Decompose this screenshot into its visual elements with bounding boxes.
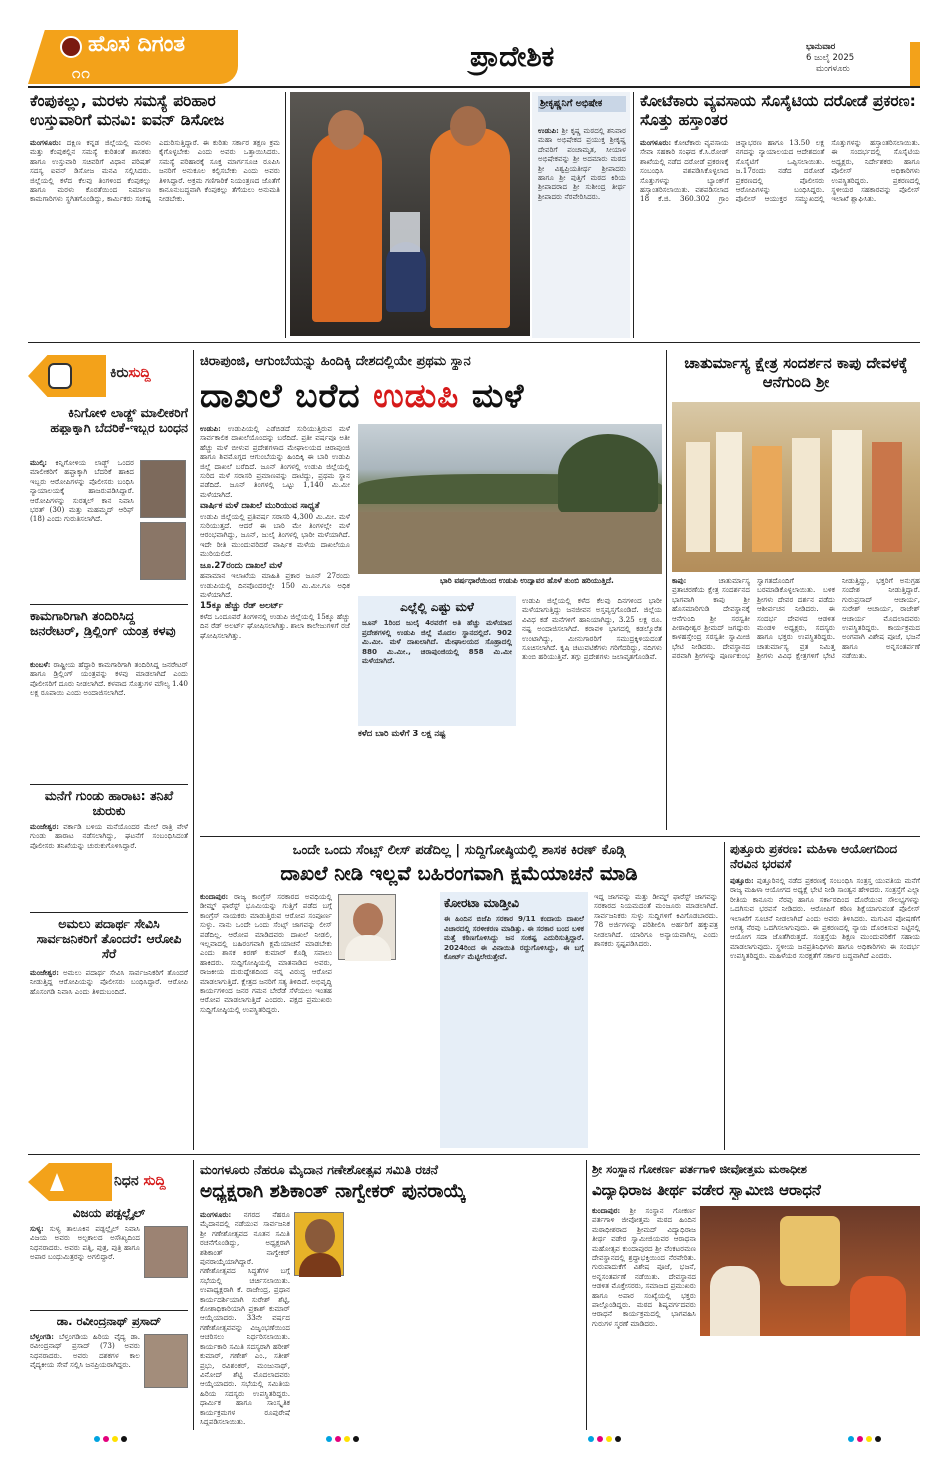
cmyk-mark-c3 (588, 1436, 594, 1442)
kiru-item-1-dateline: ಮುಲ್ಕಿ: (30, 458, 48, 467)
kiru-item-1-headline: ಕಿನಿಗೋಳಿ ಲಾಡ್ಜ್ ಮಾಲೀಕರಿಗೆ ಹಫ್ತಾಕ್ಕಾಗಿ ಬೆದರಿಕೆ-ಇಬ್ಬರ ಬಂಧನ (50, 405, 188, 435)
abhisheka-caption-title: ಶ್ರೀಕೃಷ್ಣನಿಗೆ ಅಭಿಷೇಕ (538, 96, 626, 112)
kiru-item-4-headline: ಅಮಲು ಪದಾರ್ಥ ಸೇವಿಸಿ ಸಾರ್ವಜನಿಕರಿಗೆ ತೊಂದರೆ: ಆರೋಪಿ ಸೆರೆ (36, 916, 182, 961)
ganeshotsava-headline: ಅಧ್ಯಕ್ಷರಾಗಿ ಶಶಿಕಾಂತ್ ನಾಗ್ವೇಕರ್ ಪುನರಾಯ್ಕೆ (200, 1181, 466, 1202)
rain-headline-a: ದಾಖಲೆ ಬರೆದ (200, 376, 374, 415)
chaturmasya-dateline: ಕಾಪು: (672, 576, 687, 585)
rain-text-5: ಉಡುಪಿ ಜಿಲ್ಲೆಯಲ್ಲಿ ಕಳೆದ ಕೆಲವು ದಿನಗಳಿಂದ ಭಾರೀ ಮಳೆಯಾಗುತ್ತಿದ್ದು ಜನಜೀವನ ಅಸ್ತವ್ಯಸ್ತಗೊಂಡಿದೆ. ಜಿಲ್ಲೆಯ ವಿವಿಧ ಕಡೆ ಮನೆಗಳಿಗೆ ಹಾನಿಯಾಗಿದ್ದು, 3.25 ಲಕ್ಷ ರೂ. ನಷ್ಟ ಅಂದಾಜಿಸಲಾಗಿದೆ. ಕರಾವಳಿ ಭಾಗದಲ್ಲಿ ಕಡಲ್ಕೊರೆತ ಉಂಟಾಗಿದ್ದು, ಮೀನುಗಾರರಿಗೆ ಸಮುದ್ರಕ್ಕಿಳಿಯದಂತೆ ಸೂಚಿಸಲಾಗಿದೆ. ಕೃಷಿ ಚಟುವಟಿಕೆಗಳು ಗರಿಗೆದರಿದ್ದು, ನದಿಗಳು ತುಂಬಿ ಹರಿಯುತ್ತಿವೆ. ತಗ್ಗು ಪ್ರದೇಶಗಳು ಜಲಾವೃತಗೊಂಡಿವೆ. (522, 596, 662, 662)
kiru-item-3-dateline: ಮಂಜೇಶ್ವರ: (30, 822, 59, 831)
paper-name: ಹೊಸ ದಿಗಂತ (88, 32, 186, 57)
rain-subhead-2: ಜೂ.27ರಂದು ದಾಖಲೆ ಮಳೆ (200, 560, 283, 571)
rain-stats-title: ಎಲ್ಲೆಲ್ಲಿ ಎಷ್ಟು ಮಳೆ (400, 600, 474, 614)
kiran-body-col2 (338, 964, 438, 1148)
kiran-kicker: ಒಂದೇ ಒಂದು ಸೆಂಟ್ಸ್ ಲೀಸ್ ಪಡೆದಿಲ್ಲ | ಸುದ್ದಿಗೋಷ್ಠಿಯಲ್ಲಿ ಶಾಸಕ ಕಿರಣ್ ಕೊಡ್ಗಿ (292, 843, 626, 858)
cmyk-mark-k2 (353, 1436, 359, 1442)
rain-dateline: ಉಡುಪಿ: (200, 424, 221, 433)
abhisheka-photo (290, 92, 530, 336)
kiru-item-1-text: ಕಿನ್ನಿಗೋಳಿಯ ಲಾಡ್ಜ್ ಒಂದರ ಮಾಲೀಕರಿಗೆ ಹಫ್ತಾಕ್ಕಾಗಿ ಬೆದರಿಕೆ ಹಾಕಿದ ಇಬ್ಬರು ಆರೋಪಿಗಳನ್ನು ಪೊಲೀಸರು ಬಂಧಿಸಿ ನ್ಯಾಯಾಲಯಕ್ಕೆ ಹಾಜರುಪಡಿಸಿದ್ದಾರೆ. ಆರೋಪಿಗಳನ್ನು ಸುರತ್ಕಲ್ ಕಾನ ನಿವಾಸಿ ಭರತ್ (30) ಮತ್ತು ಮಹಮ್ಮದ್ ಆರಿಫ್ (18) ಎಂದು ಗುರುತಿಸಲಾಗಿದೆ. (30, 458, 134, 524)
obit-1-dateline: ಸುಳ್ಯ: (30, 1224, 44, 1233)
cmyk-mark-y4 (866, 1436, 872, 1442)
vidyadhiraja-kicker: ಶ್ರೀ ಸಂಸ್ಥಾನ ಗೋಕರ್ಣ ಪರ್ತಗಾಳಿ ಜೀವೋತ್ತಮ ಮಠಾಧೀಶ (592, 1162, 807, 1176)
accused-photo-1 (140, 460, 186, 518)
kempukallu-dateline: ಮಂಗಳೂರು: (30, 138, 62, 147)
kiru-item-3-text: ವರ್ಕಾಡಿ ಬಳಿಯ ಮನೆಯೊಂದರ ಮೇಲೆ ರಾತ್ರಿ ವೇಳೆ ಗುಂಡು ಹಾರಾಟ ನಡೆಸಲಾಗಿದ್ದು, ಘಟನೆಗೆ ಸಂಬಂಧಿಸಿದಂತೆ ಪೊಲೀಸರು ತನಿಖೆಯನ್ನು ಚುರುಕುಗೊಳಿಸಿದ್ದಾರೆ. (30, 822, 188, 850)
obit-2-text: ಬೆಳ್ತಂಗಡಿಯ ಹಿರಿಯ ವೈದ್ಯ ಡಾ. ರವೀಂದ್ರನಾಥ್ ಪ್ರಸಾದ್ (73) ಅವರು ನಿಧನರಾದರು. ಅವರು ದಶಕಗಳ ಕಾಲ ವೈದ್ಯಕೀಯ ಸೇವೆ ಸಲ್ಲಿಸಿ ಜನಪ್ರಿಯರಾಗಿದ್ದರು. (30, 1332, 140, 1370)
masthead-logo (28, 30, 238, 84)
kiru-item-1-body (30, 458, 134, 586)
abhisheka-dateline: ಉಡುಪಿ: (538, 126, 559, 135)
kiran-headline: ದಾಖಲೆ ನೀಡಿ ಇಲ್ಲವೆ ಬಹಿರಂಗವಾಗಿ ಕ್ಷಮೆಯಾಚನೆ ಮಾಡಿ (280, 862, 638, 885)
ganeshotsava-text: ನಗರದ ನೆಹರೂ ಮೈದಾನದಲ್ಲಿ ನಡೆಯುವ ಸಾರ್ವಜನಿಕ ಶ್ರೀ ಗಣೇಶೋತ್ಸವದ ನೂತನ ಸಮಿತಿ ರಚನೆಗೊಂಡಿದ್ದು, ಅಧ್ಯಕ್ಷರಾಗಿ ಶಶಿಕಾಂತ್ ನಾಗ್ವೇಕರ್ ಪುನರಾಯ್ಕೆಯಾಗಿದ್ದಾರೆ. ಗಣೇಶೋತ್ಸವದ ಸಿದ್ಧತೆಗಳ ಬಗ್ಗೆ ಸಭೆಯಲ್ಲಿ ಚರ್ಚಿಸಲಾಯಿತು. ಉಪಾಧ್ಯಕ್ಷರಾಗಿ ಕೆ. ರಾಜೇಂದ್ರ, ಪ್ರಧಾನ ಕಾರ್ಯದರ್ಶಿಯಾಗಿ ಸುರೇಶ್ ಶೆಟ್ಟಿ, ಕೋಶಾಧಿಕಾರಿಯಾಗಿ ಪ್ರಕಾಶ್ ಕುಮಾರ್ ಆಯ್ಕೆಯಾದರು. 33ನೇ ವರ್ಷದ ಗಣೇಶೋತ್ಸವವನ್ನು ವಿಜೃಂಭಣೆಯಿಂದ ಆಚರಿಸಲು ನಿರ್ಧರಿಸಲಾಯಿತು. ಕಾರ್ಯಕಾರಿ ಸಮಿತಿ ಸದಸ್ಯರಾಗಿ ಹರೀಶ್ ಕುಮಾರ್, ಗಣೇಶ್ ಎಂ., ಸತೀಶ್ ಪ್ರಭು, ರವಿಶಂಕರ್, ಮಂಜುನಾಥ್, ವಿನೋದ್ ಶೆಟ್ಟಿ ಮೊದಲಾದವರು ಆಯ್ಕೆಯಾದರು. ಸಭೆಯಲ್ಲಿ ಸಮಿತಿಯ ಹಿರಿಯ ಸದಸ್ಯರು ಉಪಸ್ಥಿತರಿದ್ದರು. ಧಾರ್ಮಿಕ ಹಾಗೂ ಸಾಂಸ್ಕೃತಿಕ ಕಾರ್ಯಕ್ರಮಗಳ ರೂಪುರೇಷೆ ಸಿದ್ಧಪಡಿಸಲಾಯಿತು. (200, 1210, 290, 1426)
masthead-rule (28, 86, 920, 88)
kiru-label-b: ಸುದ್ದಿ (128, 365, 151, 381)
cmyk-mark-k3 (615, 1436, 621, 1442)
rain-kicker: ಚಿರಾಪುಂಜಿ, ಆಗುಂಬೆಯನ್ನು ಹಿಂದಿಕ್ಕಿ ದೇಶದಲ್ಲಿಯೇ ಪ್ರಥಮ ಸ್ಥಾನ (200, 354, 471, 369)
aradhana-photo (700, 1206, 920, 1336)
kiru-item-2-headline: ಕಾಮಗಾರಿಗಾಗಿ ತಂದಿರಿಸಿದ್ದ ಜನರೇಟರ್, ಡ್ರಿಲ್ಲಿಂಗ್ ಯಂತ್ರ ಕಳವು (30, 608, 176, 638)
kempukallu-headline: ಕೆಂಪುಕಲ್ಲು, ಮರಳು ಸಮಸ್ಯೆ ಪರಿಹಾರ ಉಸ್ತುವಾರಿಗೆ ಮನವಿ: ಐವನ್ ಡಿಸೋಜ (30, 92, 225, 129)
kiru-item-2-dateline: ಕುಂಬಳೆ: (30, 660, 51, 669)
vidyadhiraja-body-col1 (592, 1206, 696, 1426)
kiru-item-4-body (30, 968, 188, 1148)
pointing-hand-icon (48, 363, 72, 389)
vidyadhiraja-dateline: ಕುಂದಾಪುರ: (592, 1206, 621, 1215)
rain-text-3: ಹವಾಮಾನ ಇಲಾಖೆಯ ಮಾಹಿತಿ ಪ್ರಕಾರ ಜೂನ್ 27ರಂದು ಉಡುಪಿಯಲ್ಲಿ ದಿನವೊಂದರಲ್ಲೇ 150 ಮಿ.ಮೀ.ಗೂ ಅಧಿಕ ಮಳೆಯಾಗಿದೆ. (200, 571, 350, 599)
cmyk-mark-m3 (597, 1436, 603, 1442)
vidyadhiraja-headline: ವಿದ್ಯಾಧಿರಾಜ ತೀರ್ಥ ವಡೇರ ಸ್ವಾಮೀಜಿ ಆರಾಧನೆ (592, 1181, 821, 1199)
rain-headline (200, 376, 662, 416)
kiran-text: ರಾಜ್ಯ ಕಾಂಗ್ರೆಸ್ ಸರಕಾರದ ಅವಧಿಯಲ್ಲಿ ಡೀಮ್ಡ್ ಫಾರೆಸ್ಟ್ ಭೂಮಿಯನ್ನು ಗುತ್ತಿಗೆ ಪಡೆದ ಬಗ್ಗೆ ಕಾಂಗ್ರೆಸ್ ನಾಯಕರು ಮಾಡುತ್ತಿರುವ ಆರೋಪ ಸಂಪೂರ್ಣ ಸುಳ್ಳು. ನಾನು ಒಂದೇ ಒಂದು ಸೆಂಟ್ಸ್ ಜಾಗವನ್ನು ಲೀಸ್ ಪಡೆದಿಲ್ಲ. ಆರೋಪ ಮಾಡಿದವರು ದಾಖಲೆ ನೀಡಲಿ, ಇಲ್ಲವಾದಲ್ಲಿ ಬಹಿರಂಗವಾಗಿ ಕ್ಷಮೆಯಾಚನೆ ಮಾಡಬೇಕು ಎಂದು ಶಾಸಕ ಕಿರಣ್ ಕುಮಾರ್ ಕೊಡ್ಗಿ ಸವಾಲು ಹಾಕಿದರು. ಸುದ್ದಿಗೋಷ್ಠಿಯಲ್ಲಿ ಮಾತನಾಡಿದ ಅವರು, ರಾಜಕೀಯ ದುರುದ್ದೇಶದಿಂದ ನನ್ನ ವಿರುದ್ಧ ಆರೋಪ ಮಾಡಲಾಗುತ್ತಿದೆ. ಕ್ಷೇತ್ರದ ಜನರಿಗೆ ಸತ್ಯ ತಿಳಿದಿದೆ. ಅಭಿವೃದ್ಧಿ ಕಾರ್ಯಗಳಿಂದ ಜನರ ಗಮನ ಬೇರೆಡೆ ಸೆಳೆಯಲು ಇಂತಹ ಆರೋಪ ಮಾಡಲಾಗುತ್ತಿದೆ ಎಂದರು. ಪಕ್ಷದ ಪ್ರಮುಖರು ಸುದ್ದಿಗೋಷ್ಠಿಯಲ್ಲಿ ಉಪಸ್ಥಿತರಿದ್ದರು. (200, 892, 332, 1014)
river-photo-caption: ಭಾರಿ ವರ್ಷಧಾರೆಯಿಂದ ಉಡುಪಿ ಉದ್ಯಾವರ ಹೊಳೆ ತುಂಬಿ ಹರಿಯುತ್ತಿದೆ. (440, 576, 614, 585)
rain-text-2: ಉಡುಪಿ ಜಿಲ್ಲೆಯಲ್ಲಿ ಪ್ರತಿವರ್ಷ ಸರಾಸರಿ 4,300 ಮಿ.ಮೀ. ಮಳೆ ಸುರಿಯುತ್ತದೆ. ಆದರೆ ಈ ಬಾರಿ ಮೇ ತಿಂಗಳಲ್ಲೇ ಮಳೆ ಆರಂಭವಾಗಿದ್ದು, ಜೂನ್, ಜುಲೈ ತಿಂಗಳಲ್ಲಿ ಭಾರೀ ಮಳೆಯಾಗಿದೆ. ಇದೇ ರೀತಿ ಮುಂದುವರಿದರೆ ವಾರ್ಷಿಕ ಮಳೆಯ ದಾಖಲೆಯೂ ಮುರಿಯಲಿದೆ. (200, 511, 350, 559)
rain-subhead-4: ಕಳೆದ ಬಾರಿ ಮಳೆಗೆ 3 ಲಕ್ಷ ನಷ್ಟ (358, 730, 446, 739)
kotekar-text: ಕೋಟೆಕಾರು ವ್ಯವಸಾಯ ಸೇವಾ ಸಹಕಾರಿ ಸಂಘದ ಕೆ.ಸಿ.ರೋಡ್ ಶಾಖೆಯಲ್ಲಿ ನಡೆದ ದರೋಡೆ ಪ್ರಕರಣಕ್ಕೆ ಸಂಬಂಧಿಸಿ ವಶಪಡಿಸಿಕೊಳ್ಳಲಾದ ಸೊತ್ತುಗಳನ್ನು ಬ್ಯಾಂಕ್‌ಗೆ ಹಸ್ತಾಂತರಿಸಲಾಯಿತು. ವಶಪಡಿಸಲಾದ 18 ಕೆ.ಜಿ. 360.302 ಗ್ರಾಂ ಚಿನ್ನಾಭರಣ ಹಾಗೂ 13.50 ಲಕ್ಷ ನಗದನ್ನು ನ್ಯಾಯಾಲಯದ ಆದೇಶದಂತೆ ಸೊಸೈಟಿಗೆ ಒಪ್ಪಿಸಲಾಯಿತು. ಜ.17ರಂದು ನಡೆದ ದರೋಡೆ ಪ್ರಕರಣದಲ್ಲಿ ಪೊಲೀಸರು ಆರೋಪಿಗಳನ್ನು ಬಂಧಿಸಿದ್ದರು. ಪೊಲೀಸ್ ಆಯುಕ್ತರ ಸಮ್ಮುಖದಲ್ಲಿ ಸೊತ್ತುಗಳನ್ನು ಹಸ್ತಾಂತರಿಸಲಾಯಿತು. ಈ ಸಂದರ್ಭದಲ್ಲಿ ಸೊಸೈಟಿಯ ಅಧ್ಯಕ್ಷರು, ನಿರ್ದೇಶಕರು ಹಾಗೂ ಪೊಲೀಸ್ ಅಧಿಕಾರಿಗಳು ಉಪಸ್ಥಿತರಿದ್ದರು. ಪ್ರಕರಣದಲ್ಲಿ ಸ್ಥಳೀಯರ ಸಹಕಾರವನ್ನು ಪೊಲೀಸ್ ಇಲಾಖೆ ಶ್ಲಾಘಿಸಿತು. (640, 138, 920, 204)
kempukallu-text: ದಕ್ಷಿಣ ಕನ್ನಡ ಜಿಲ್ಲೆಯಲ್ಲಿ ಮರಳು ಮತ್ತು ಕೆಂಪುಕಲ್ಲಿನ ಸಮಸ್ಯೆ ಕುರಿತಂತೆ ಶಾಸಕರು ಹಾಗೂ ಉಸ್ತುವಾರಿ ಸಚಿವರಿಗೆ ವಿಧಾನ ಪರಿಷತ್ ಸದಸ್ಯ ಐವನ್ ಡಿಸೋಜ ಮನವಿ ಸಲ್ಲಿಸಿದರು. ಜಿಲ್ಲೆಯಲ್ಲಿ ಕಳೆದ ಕೆಲವು ತಿಂಗಳಿಂದ ಕೆಂಪುಕಲ್ಲು ಹಾಗೂ ಮರಳು ಕೊರತೆಯಿಂದ ನಿರ್ಮಾಣ ಕಾಮಗಾರಿಗಳು ಸ್ಥಗಿತಗೊಂಡಿದ್ದು, ಕಾರ್ಮಿಕರು ಸಂಕಷ್ಟ ಎದುರಿಸುತ್ತಿದ್ದಾರೆ. ಈ ಕುರಿತು ಸರ್ಕಾರ ತಕ್ಷಣ ಕ್ರಮ ಕೈಗೊಳ್ಳಬೇಕು ಎಂದು ಅವರು ಒತ್ತಾಯಿಸಿದರು. ಸಮಸ್ಯೆ ಪರಿಹಾರಕ್ಕೆ ಸೂಕ್ತ ಮಾರ್ಗಸೂಚಿ ರೂಪಿಸಿ ಜನರಿಗೆ ಅನುಕೂಲ ಕಲ್ಪಿಸಬೇಕು ಎಂದು ಅವರು ತಿಳಿಸಿದ್ದಾರೆ. ಅಕ್ರಮ ಗಣಿಗಾರಿಕೆ ನಿಯಂತ್ರಣದ ಜೊತೆಗೆ ಕಾನೂನುಬದ್ಧವಾಗಿ ಕೆಂಪುಕಲ್ಲು ತೆಗೆಯಲು ಅನುಮತಿ ನೀಡಬೇಕು. (30, 138, 280, 204)
vidyadhiraja-text: ಶ್ರೀ ಸಂಸ್ಥಾನ ಗೋಕರ್ಣ ಪರ್ತಗಾಳಿ ಜೀವೋತ್ತಮ ಮಠದ ಹಿಂದಿನ ಮಠಾಧೀಶರಾದ ಶ್ರೀಮದ್ ವಿದ್ಯಾಧಿರಾಜ ತೀರ್ಥ ವಡೇರ ಸ್ವಾಮೀಜಿಯವರ ಆರಾಧನಾ ಮಹೋತ್ಸವ ಕುಂದಾಪುರದ ಶ್ರೀ ವೆಂಕಟರಮಣ ದೇವಸ್ಥಾನದಲ್ಲಿ ಶ್ರದ್ಧಾಭಕ್ತಿಯಿಂದ ನೆರವೇರಿತು. ಗುರುಪಾದುಕೆಗೆ ವಿಶೇಷ ಪೂಜೆ, ಭಜನೆ, ಅನ್ನಸಂತರ್ಪಣೆ ನಡೆಯಿತು. ದೇವಸ್ಥಾನದ ಆಡಳಿತ ಮೊಕ್ತೇಸರರು, ಸಮಾಜದ ಪ್ರಮುಖರು ಹಾಗೂ ಅಪಾರ ಸಂಖ್ಯೆಯಲ್ಲಿ ಭಕ್ತರು ಪಾಲ್ಗೊಂಡಿದ್ದರು. ಮಠದ ಶಿಷ್ಯವರ್ಗದವರು ಆರಾಧನೆ ಕಾರ್ಯಕ್ರಮದಲ್ಲಿ ಭಾಗವಹಿಸಿ ಗುರುಗಳ ಸ್ಮರಣೆ ಮಾಡಿದರು. (592, 1206, 696, 1328)
obit-2-name: ಡಾ. ರವೀಂದ್ರನಾಥ್ ಪ್ರಸಾದ್ (56, 1314, 162, 1328)
lamp-emblem-icon (60, 36, 82, 58)
kiru-item-4-text: ಅಮಲು ಪದಾರ್ಥ ಸೇವಿಸಿ ಸಾರ್ವಜನಿಕರಿಗೆ ತೊಂದರೆ ನೀಡುತ್ತಿದ್ದ ಆರೋಪಿಯನ್ನು ಪೊಲೀಸರು ಬಂಧಿಸಿದ್ದಾರೆ. ಆರೋಪಿ ಹೊಸಂಗಡಿ ನಿವಾಸಿ ಎಂದು ತಿಳಿದುಬಂದಿದೆ. (30, 968, 188, 996)
kotekar-headline: ಕೋಟೆಕಾರು ವ್ಯವಸಾಯ ಸೊಸೈಟಿಯ ದರೋಡೆ ಪ್ರಕರಣ: ಸೊತ್ತು ಹಸ್ತಾಂತರ (640, 92, 916, 129)
rain-body-col3 (522, 596, 662, 826)
ganeshotsava-body-col2 (350, 1210, 580, 1426)
puttur-dateline: ಪುತ್ತೂರು: (730, 876, 754, 885)
puttur-headline: ಪುತ್ತೂರು ಪ್ರಕರಣ: ಮಹಿಳಾ ಆಯೋಗದಿಂದ ನೆರವಿನ ಭರವಸೆ (730, 842, 898, 871)
cmyk-mark-m (103, 1436, 109, 1442)
puttur-text: ಪುತ್ತೂರಿನಲ್ಲಿ ನಡೆದ ಪ್ರಕರಣಕ್ಕೆ ಸಂಬಂಧಿಸಿ ಸಂತ್ರಸ್ತ ಯುವತಿಯ ಮನೆಗೆ ರಾಜ್ಯ ಮಹಿಳಾ ಆಯೋಗದ ಅಧ್ಯಕ್ಷೆ ಭೇಟಿ ನೀಡಿ ಸಾಂತ್ವನ ಹೇಳಿದರು. ಸಂತ್ರಸ್ತೆಗೆ ಎಲ್ಲಾ ರೀತಿಯ ಕಾನೂನು ನೆರವು ಹಾಗೂ ಸರ್ಕಾರದಿಂದ ದೊರೆಯುವ ಸೌಲಭ್ಯಗಳನ್ನು ಒದಗಿಸುವ ಭರವಸೆ ನೀಡಿದರು. ಆರೋಪಿಗೆ ಕಠಿಣ ಶಿಕ್ಷೆಯಾಗುವಂತೆ ಪೊಲೀಸ್ ಇಲಾಖೆಗೆ ಸೂಚನೆ ನೀಡಲಾಗಿದೆ ಎಂದು ಅವರು ತಿಳಿಸಿದರು. ಮಗುವಿನ ಪೋಷಣೆಗೆ ಅಗತ್ಯ ನೆರವು ಒದಗಿಸಲಾಗುವುದು. ಈ ಪ್ರಕರಣದಲ್ಲಿ ನ್ಯಾಯ ದೊರಕಿಸುವ ನಿಟ್ಟಿನಲ್ಲಿ ಆಯೋಗ ಸದಾ ಜೊತೆಗಿರುತ್ತದೆ. ಸಂತ್ರಸ್ತೆಯ ಶಿಕ್ಷಣ ಮುಂದುವರಿಕೆಗೆ ಸಹಾಯ ಮಾಡಲಾಗುವುದು. ಸ್ಥಳೀಯ ಜನಪ್ರತಿನಿಧಿಗಳು ಹಾಗೂ ಅಧಿಕಾರಿಗಳು ಈ ಸಂದರ್ಭ ಉಪಸ್ಥಿತರಿದ್ದರು. ಮಹಿಳೆಯರ ಸುರಕ್ಷತೆಗೆ ಸರ್ಕಾರ ಬದ್ಧವಾಗಿದೆ ಎಂದರು. (730, 876, 920, 961)
obit-1-body (30, 1224, 140, 1308)
rain-subhead-3: 15ಕ್ಕೂ ಹೆಚ್ಚು ರೆಡ್ ಅಲರ್ಟ್ (200, 601, 284, 612)
cmyk-mark-c2 (326, 1436, 332, 1442)
edition-label: ಮಂಗಳೂರು (816, 64, 850, 74)
ganeshotsava-dateline: ಮಂಗಳೂರು: (200, 1210, 232, 1219)
kiru-item-2-body (30, 660, 188, 782)
nidhana-suddi-badge (28, 1163, 186, 1203)
chaturmasya-text: ಚಾತುರ್ಮಾಸ್ಯ ವ್ರತಾಚರಣೆಯ ಕ್ಷೇತ್ರ ಸಂದರ್ಶನದ ಭಾಗವಾಗಿ ಕಾಪು ಶ್ರೀ ಹೊಸಮಾರಿಗುಡಿ ದೇವಸ್ಥಾನಕ್ಕೆ ಆನೆಗುಂದಿ ಶ್ರೀ ಸರಸ್ವತೀ ಪೀಠಾಧೀಶ್ವರ ಶ್ರೀಮದ್ ಜಗದ್ಗುರು ಕಾಳಹಸ್ತೇಂದ್ರ ಸರಸ್ವತೀ ಸ್ವಾಮೀಜಿ ಭೇಟಿ ನೀಡಿದರು. ದೇವಸ್ಥಾನದ ಪರವಾಗಿ ಶ್ರೀಗಳನ್ನು ಪೂರ್ಣಕುಂಭ ಸ್ವಾಗತದೊಂದಿಗೆ ಬರಮಾಡಿಕೊಳ್ಳಲಾಯಿತು. ಬಳಿಕ ಶ್ರೀಗಳು ದೇವರ ದರ್ಶನ ಪಡೆದು ಆಶೀರ್ವಚನ ನೀಡಿದರು. ಈ ಸಂದರ್ಭ ದೇವಳದ ಆಡಳಿತ ಮಂಡಳಿ ಅಧ್ಯಕ್ಷರು, ಸದಸ್ಯರು ಹಾಗೂ ಭಕ್ತರು ಉಪಸ್ಥಿತರಿದ್ದರು. ಚಾತುರ್ಮಾಸ್ಯ ವ್ರತ ನಿಮಿತ್ತ ಶ್ರೀಗಳು ವಿವಿಧ ಕ್ಷೇತ್ರಗಳಿಗೆ ಭೇಟಿ ನೀಡುತ್ತಿದ್ದು, ಭಕ್ತರಿಗೆ ಅನುಗ್ರಹ ಸಂದೇಶ ನೀಡುತ್ತಿದ್ದಾರೆ. ಗುರುಪ್ರಸಾದ್ ಆಚಾರ್ಯ, ಸುರೇಶ್ ಆಚಾರ್ಯ, ರಾಜೇಶ್ ಆಚಾರ್ಯ ಮೊದಲಾದವರು ಉಪಸ್ಥಿತರಿದ್ದರು. ಕಾರ್ಯಕ್ರಮದ ಅಂಗವಾಗಿ ವಿಶೇಷ ಪೂಜೆ, ಭಜನೆ ಹಾಗೂ ಅನ್ನಸಂತರ್ಪಣೆ ನಡೆಯಿತು. (672, 576, 920, 661)
rain-body-col1 (200, 424, 350, 826)
obit-2-body (30, 1332, 140, 1428)
abhisheka-caption-body (538, 126, 626, 336)
kiru-item-3-headline: ಮನೆಗೆ ಗುಂಡು ಹಾರಾಟ: ತನಿಖೆ ಚುರುಕು (44, 788, 174, 818)
cmyk-mark-m4 (857, 1436, 863, 1442)
cmyk-mark-y (112, 1436, 118, 1442)
cmyk-mark-c (94, 1436, 100, 1442)
accused-photo-2 (140, 522, 186, 580)
obit-1-text: ಸುಳ್ಯ ತಾಲೂಕಿನ ಪಡ್ಪಲ್ಲೈಲ್ ನಿವಾಸಿ ವಿಜಯ ಅವರು ಅಲ್ಪಕಾಲದ ಅಸೌಖ್ಯದಿಂದ ನಿಧನರಾದರು. ಅವರು ಪತ್ನಿ, ಪುತ್ರ, ಪುತ್ರಿ ಹಾಗೂ ಅಪಾರ ಬಂಧುಮಿತ್ರರನ್ನು ಅಗಲಿದ್ದಾರೆ. (30, 1224, 140, 1262)
kotekar-body (640, 138, 920, 338)
kempukallu-body (30, 138, 280, 334)
kiran-body-col1 (200, 892, 332, 1148)
rain-text-1: ಉಡುಪಿಯಲ್ಲಿ ಎಡೆಬಿಡದೆ ಸುರಿಯುತ್ತಿರುವ ಮಳೆ ಸಾರ್ವಕಾಲಿಕ ದಾಖಲೆಯೊಂದನ್ನು ಬರೆದಿದೆ. ಪ್ರತೀ ವರ್ಷವೂ ಅತೀ ಹೆಚ್ಚು ಮಳೆ ಬೀಳುವ ಪ್ರದೇಶಗಳಾದ ಮೇಘಾಲಯದ ಚಿರಾಪುಂಜಿ ಹಾಗೂ ಶಿವಮೊಗ್ಗದ ಆಗುಂಬೆಯನ್ನು ಹಿಂದಿಕ್ಕಿ ಈ ಬಾರಿ ಉಡುಪಿ ಜಿಲ್ಲೆ ದಾಖಲೆ ಬರೆದಿದೆ. ಜೂನ್ ತಿಂಗಳಲ್ಲಿ ಉಡುಪಿ ಜಿಲ್ಲೆಯಲ್ಲಿ ಸುರಿದ ಮಳೆ ಸರಾಸರಿ ಪ್ರಮಾಣವನ್ನು ದಾಟಿದ್ದು, ಪ್ರಥಮ ಸ್ಥಾನ ಪಡೆದಿದೆ. ಜೂನ್ ತಿಂಗಳಲ್ಲಿ ಒಟ್ಟು 1,140 ಮಿ.ಮೀ ಮಳೆಯಾಗಿದೆ. (200, 424, 350, 499)
cmyk-mark-c4 (848, 1436, 854, 1442)
ganeshotsava-body-col1 (200, 1210, 290, 1426)
rain-body-col2b (358, 730, 516, 826)
rain-text-4: ಕಳೆದ ಒಂದೂವರೆ ತಿಂಗಳಿನಲ್ಲಿ ಉಡುಪಿ ಜಿಲ್ಲೆಯಲ್ಲಿ 15ಕ್ಕೂ ಹೆಚ್ಚು ದಿನ ರೆಡ್ ಅಲರ್ಟ್ ಘೋಷಿಸಲಾಗಿತ್ತು. ಶಾಲಾ ಕಾಲೇಜುಗಳಿಗೆ ರಜೆ ಘೋಷಿಸಲಾಗಿತ್ತು. (200, 611, 350, 640)
shashikanth-photo (294, 1212, 344, 1276)
ganeshotsava-kicker: ಮಂಗಳೂರು ನೆಹರೂ ಮೈದಾನ ಗಣೇಶೋತ್ಸವ ಸಮಿತಿ ರಚನೆ (200, 1162, 438, 1177)
nidhana-label-a: ನಿಧನ (114, 1173, 139, 1189)
date-block (806, 42, 906, 75)
rain-headline-c: ಮಳೆ (459, 376, 525, 415)
obit-1-photo (144, 1226, 188, 1278)
section-title: ಪ್ರಾದೇಶಿಕ (470, 40, 555, 73)
kiru-item-3-body (30, 822, 188, 908)
vidyadhiraja-body-col2 (700, 1340, 920, 1426)
kiru-item-4-dateline: ಮಂಜೇಶ್ವರ: (30, 968, 59, 977)
chaturmasya-headline: ಚಾತುರ್ಮಾಸ್ಯ ಕ್ಷೇತ್ರ ಸಂದರ್ಶನ ಕಾಪು ದೇವಳಕ್ಕೆ ಆನೆಗುಂದಿ ಶ್ರೀ (684, 354, 908, 391)
obit-2-photo (144, 1334, 188, 1388)
abhisheka-text: ಶ್ರೀ ಕೃಷ್ಣ ಮಠದಲ್ಲಿ ಶನಿವಾರ ಮಹಾ ಅಭಿಷೇಕದ ಪ್ರಯುಕ್ತ ಶ್ರೀಕೃಷ್ಣ ದೇವರಿಗೆ ಪಂಚಾಮೃತ, ಸೀಯಾಳ ಅಭಿಷೇಕವನ್ನು ಶ್ರೀ ಅದಮಾರು ಮಠದ ಶ್ರೀ ವಿಶ್ವಪ್ರಿಯತೀರ್ಥ ಶ್ರೀಪಾದರು ಹಾಗೂ ಶ್ರೀ ಪುತ್ತಿಗೆ ಮಠದ ಕಿರಿಯ ಶ್ರೀಪಾದರಾದ ಶ್ರೀ ಸುಶೀಂದ್ರ ತೀರ್ಥ ಶ್ರೀಪಾದರು ನೆರವೇರಿಸಿದರು. (538, 126, 626, 201)
kiran-body-col4 (594, 892, 718, 1148)
cmyk-mark-y2 (344, 1436, 350, 1442)
rain-headline-b: ಉಡುಪಿ (373, 376, 460, 415)
cmyk-mark-m2 (335, 1436, 341, 1442)
kotekar-dateline: ಮಂಗಳೂರು: (640, 138, 672, 147)
kiru-suddi-badge (28, 355, 186, 403)
day-label: ಭಾನುವಾರ (806, 42, 836, 52)
obit-1-name: ವಿಜಯ ಪಡ್ಪಲ್ಲೈಲ್ (72, 1206, 146, 1220)
date-label: 6 ಜುಲೈ 2025 (806, 53, 855, 63)
cmyk-mark-y3 (606, 1436, 612, 1442)
kiru-label-a: ಕಿರು (110, 365, 129, 381)
page-number: ೧೧ (72, 64, 91, 82)
puttur-body (730, 876, 920, 1148)
rain-stats-box (358, 596, 516, 726)
nidhana-label-b: ಸುದ್ದಿ (143, 1173, 166, 1189)
chaturmasya-photo (672, 402, 920, 572)
cmyk-mark-k4 (875, 1436, 881, 1442)
kiran-box (440, 892, 588, 1148)
kiran-box-body: ಈ ಹಿಂದಿನ ಬಿಜೆಪಿ ಸರಕಾರ 9/11 ಕಂದಾಯ ದಾಖಲೆ ವಿಚಾರದಲ್ಲಿ ಸರಳೀಕರಣ ಮಾಡಿತ್ತು. ಈ ಸರಕಾರ ಬಂದ ಬಳಿಕ ಮತ್ತೆ ಕಠಿಣಗೊಳಿಸಿದ್ದು ಜನ ಸಂಕಷ್ಟ ಎದುರಿಸುತ್ತಿದ್ದಾರೆ. 2024ರಿಂದ ಈ ವಿನಾಯಿತಿ ರದ್ದುಗೊಳಿಸಿದ್ದು, ಈ ಬಗ್ಗೆ ಕೋರ್ಟ್ ಮೆಟ್ಟಿಲೇರುತ್ತೇವೆ. (444, 914, 584, 962)
kiru-item-2-text: ರಾಷ್ಟ್ರೀಯ ಹೆದ್ದಾರಿ ಕಾಮಗಾರಿಗಾಗಿ ತಂದಿರಿಸಿದ್ದ ಜನರೇಟರ್ ಹಾಗೂ ಡ್ರಿಲ್ಲಿಂಗ್ ಯಂತ್ರವನ್ನು ಕಳವು ಮಾಡಲಾಗಿದೆ ಎಂದು ಪೊಲೀಸರಿಗೆ ದೂರು ನೀಡಲಾಗಿದೆ. ಕಳವಾದ ಸೊತ್ತುಗಳ ಮೌಲ್ಯ 1.40 ಲಕ್ಷ ರೂಪಾಯಿ ಎಂದು ಅಂದಾಜಿಸಲಾಗಿದೆ. (30, 660, 188, 698)
obit-2-dateline: ಬೆಳ್ತಂಗಡಿ: (30, 1332, 54, 1341)
rain-stats-body: ಜೂನ್ 1ರಿಂದ ಜುಲೈ 4ರವರೆಗೆ ಅತಿ ಹೆಚ್ಚು ಮಳೆಯಾದ ಪ್ರದೇಶಗಳಲ್ಲಿ ಉಡುಪಿ ಜಿಲ್ಲೆ ಮೊದಲ ಸ್ಥಾನದಲ್ಲಿದೆ. 902 ಮಿ.ಮೀ. ಮಳೆ ದಾಖಲಾಗಿದೆ. ಮೇಘಾಲಯದ ಸೊಹ್ರಾದಲ್ಲಿ 880 ಮಿ.ಮೀ., ಚಿರಾಪುಂಜಿಯಲ್ಲಿ 858 ಮಿ.ಮೀ ಮಳೆಯಾಗಿದೆ. (362, 618, 512, 665)
corner-tab (910, 42, 920, 86)
kiran-text-right: ಇದ್ದ ಜಾಗವನ್ನು ಮತ್ತು ಡೀಮ್ಡ್ ಫಾರೆಸ್ಟ್ ಜಾಗವನ್ನು ಸರಕಾರದ ನಿಯಮದಂತೆ ಮಂಜೂರು ಮಾಡಲಾಗಿದೆ. ಸಾರ್ವಜನಿಕರು ಸುಳ್ಳು ಸುದ್ದಿಗಳಿಗೆ ಕಿವಿಗೊಡಬಾರದು. 78 ಅರ್ಜಿಗಳನ್ನು ಪರಿಶೀಲಿಸಿ ಅರ್ಹರಿಗೆ ಹಕ್ಕುಪತ್ರ ನೀಡಲಾಗಿದೆ. ಯಾರಿಗೂ ಅನ್ಯಾಯವಾಗಿಲ್ಲ ಎಂದು ಶಾಸಕರು ಸ್ಪಷ್ಟಪಡಿಸಿದರು. (594, 892, 718, 949)
cmyk-mark-k (121, 1436, 127, 1442)
rain-subhead-1: ವಾರ್ಷಿಕ ಮಳೆ ದಾಖಲೆ ಮುರಿಯುವ ಸಾಧ್ಯತೆ (200, 501, 320, 512)
river-photo (358, 424, 662, 574)
kiran-photo (338, 894, 396, 960)
chaturmasya-body (672, 576, 920, 826)
kiran-box-title: ಕೋರಟಾ ಮಾಡ್ತೀವಿ (444, 896, 520, 910)
kiran-dateline: ಕುಂದಾಪುರ: (200, 892, 229, 901)
